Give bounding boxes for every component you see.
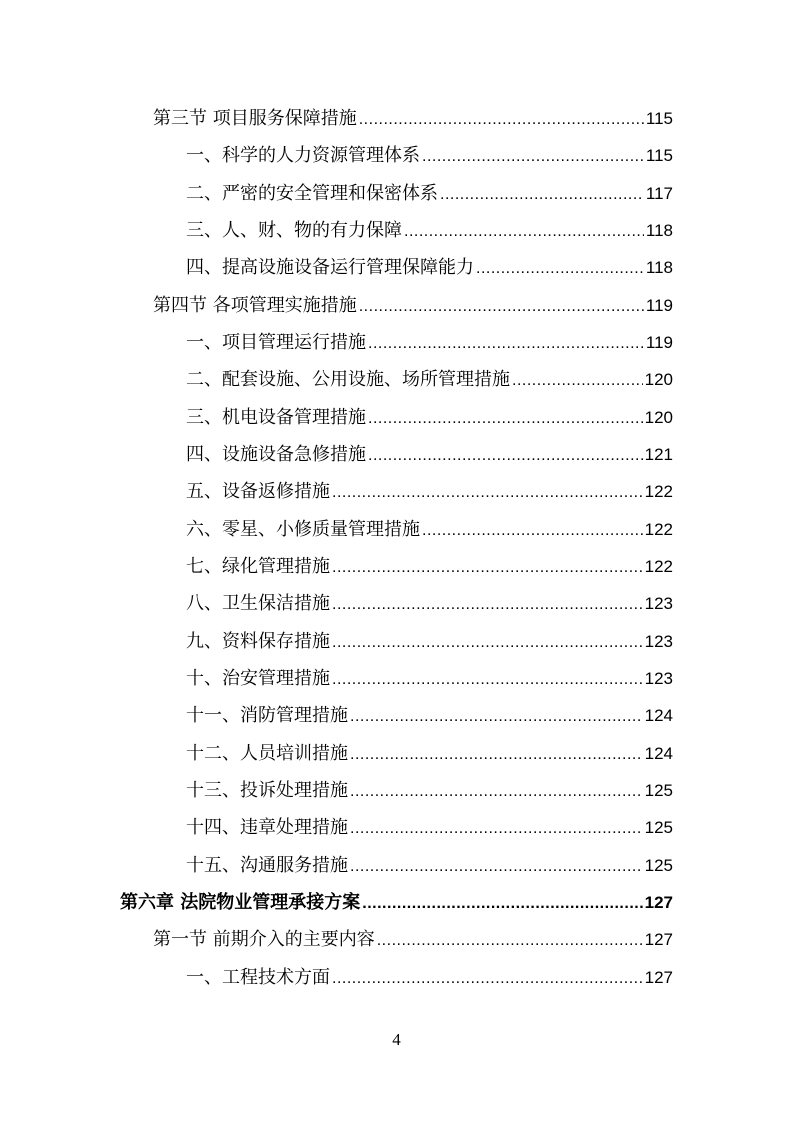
toc-entry-page: 122 — [644, 520, 673, 539]
toc-entry-title: 三、人、财、物的有力保障 — [186, 220, 402, 241]
toc-entry[interactable] — [186, 963, 673, 993]
toc-entry-page: 125 — [644, 781, 673, 800]
toc-entry[interactable] — [153, 291, 673, 321]
toc-entry-title: 第六章 法院物业管理承接方案 — [120, 892, 361, 913]
toc-entry-page: 119 — [645, 296, 673, 315]
toc-dot-leader — [332, 665, 643, 695]
toc-entry[interactable] — [186, 552, 673, 582]
toc-dot-leader — [332, 478, 643, 508]
toc-entry-title: 一、科学的人力资源管理体系 — [186, 145, 420, 166]
toc-entry-page: 127 — [644, 968, 673, 987]
toc-entry-title: 五、设备返修措施 — [186, 481, 330, 502]
toc-entry-title: 一、工程技术方面 — [186, 967, 330, 988]
toc-dot-leader — [404, 217, 644, 247]
toc-entry-page: 123 — [644, 594, 673, 613]
toc-entry[interactable] — [186, 627, 673, 657]
toc-entry-title: 二、严密的安全管理和保密体系 — [186, 183, 438, 204]
toc-dot-leader — [368, 441, 643, 471]
toc-entry[interactable] — [186, 403, 673, 433]
toc-entry[interactable] — [186, 701, 673, 731]
toc-entry-page: 127 — [644, 930, 673, 949]
toc-entry-page: 118 — [645, 221, 673, 240]
toc-entry[interactable] — [186, 365, 673, 395]
toc-entry-page: 124 — [644, 706, 673, 725]
toc-entry-chapter[interactable] — [120, 888, 673, 918]
toc-dot-leader — [359, 292, 644, 322]
toc-entry-title: 四、提高设施设备运行管理保障能力 — [186, 257, 474, 278]
toc-dot-leader — [350, 814, 643, 844]
toc-entry[interactable] — [186, 589, 673, 619]
toc-entry-page: 123 — [644, 632, 673, 651]
toc-dot-leader — [350, 702, 643, 732]
toc-entry-title: 三、机电设备管理措施 — [186, 407, 366, 428]
toc-entry-title: 十四、违章处理措施 — [186, 817, 348, 838]
toc-dot-leader — [476, 254, 644, 284]
toc-entry[interactable] — [186, 851, 673, 881]
toc-entry-page: 122 — [644, 557, 673, 576]
toc-dot-leader — [422, 142, 644, 172]
toc-dot-leader — [332, 553, 643, 583]
toc-dot-leader — [350, 777, 643, 807]
toc-entry-title: 六、零星、小修质量管理措施 — [186, 519, 420, 540]
toc-entry[interactable] — [186, 216, 673, 246]
toc-entry[interactable] — [186, 664, 673, 694]
toc-dot-leader — [368, 404, 643, 434]
toc-entry-title: 第一节 前期介入的主要内容 — [153, 929, 375, 950]
toc-dot-leader — [362, 889, 642, 919]
toc-dot-leader — [350, 852, 643, 882]
toc-dot-leader — [332, 590, 643, 620]
toc-entry-page: 121 — [644, 445, 673, 464]
toc-entry-page: 117 — [645, 184, 673, 203]
toc-entry-page: 118 — [645, 258, 673, 277]
toc-entry-page: 119 — [645, 333, 673, 352]
toc-entry-page: 120 — [644, 408, 673, 427]
toc-dot-leader — [359, 105, 644, 135]
toc-entry-title: 十二、人员培训措施 — [186, 743, 348, 764]
toc-entry[interactable] — [186, 253, 673, 283]
toc-dot-leader — [332, 964, 643, 994]
toc-entry[interactable] — [153, 925, 673, 955]
toc-entry-title: 四、设施设备急修措施 — [186, 444, 366, 465]
toc-dot-leader — [377, 926, 643, 956]
toc-entry-page: 123 — [644, 669, 673, 688]
toc-entry-page: 115 — [645, 146, 673, 165]
toc-entry-title: 十、治安管理措施 — [186, 668, 330, 689]
toc-entry-title: 二、配套设施、公用设施、场所管理措施 — [186, 369, 510, 390]
toc-entry[interactable] — [186, 179, 673, 209]
toc-entry[interactable] — [186, 440, 673, 470]
toc-entry-page: 122 — [644, 482, 673, 501]
toc-entry-title: 八、卫生保洁措施 — [186, 593, 330, 614]
toc-entry-page: 124 — [644, 744, 673, 763]
toc-entry[interactable] — [186, 141, 673, 171]
toc-entry[interactable] — [186, 739, 673, 769]
toc-entry-title: 十五、沟通服务措施 — [186, 855, 348, 876]
toc-entry-title: 十三、投诉处理措施 — [186, 780, 348, 801]
toc-dot-leader — [440, 180, 644, 210]
toc-entry-page: 125 — [644, 856, 673, 875]
toc-entry[interactable] — [186, 328, 673, 358]
toc-entry-title: 七、绿化管理措施 — [186, 556, 330, 577]
toc-entry-title: 九、资料保存措施 — [186, 631, 330, 652]
page-number: 4 — [392, 1030, 401, 1049]
toc-entry-page: 127 — [644, 893, 673, 912]
toc-dot-leader — [422, 516, 643, 546]
toc-entry[interactable] — [186, 813, 673, 843]
toc-entry[interactable] — [153, 104, 673, 134]
toc-entry-page: 115 — [645, 109, 673, 128]
toc-dot-leader — [368, 329, 644, 359]
toc-entry[interactable] — [186, 477, 673, 507]
toc-entry-page: 125 — [644, 818, 673, 837]
toc-entry-title: 一、项目管理运行措施 — [186, 332, 366, 353]
toc-entry-title: 第四节 各项管理实施措施 — [153, 295, 357, 316]
toc-entry-page: 120 — [644, 370, 673, 389]
toc-entry[interactable] — [186, 776, 673, 806]
toc-dot-leader — [512, 366, 643, 396]
toc-dot-leader — [350, 740, 643, 770]
toc-entry-title: 第三节 项目服务保障措施 — [153, 108, 357, 129]
toc-entry[interactable] — [186, 515, 673, 545]
toc-dot-leader — [332, 628, 643, 658]
toc-entry-title: 十一、消防管理措施 — [186, 705, 348, 726]
